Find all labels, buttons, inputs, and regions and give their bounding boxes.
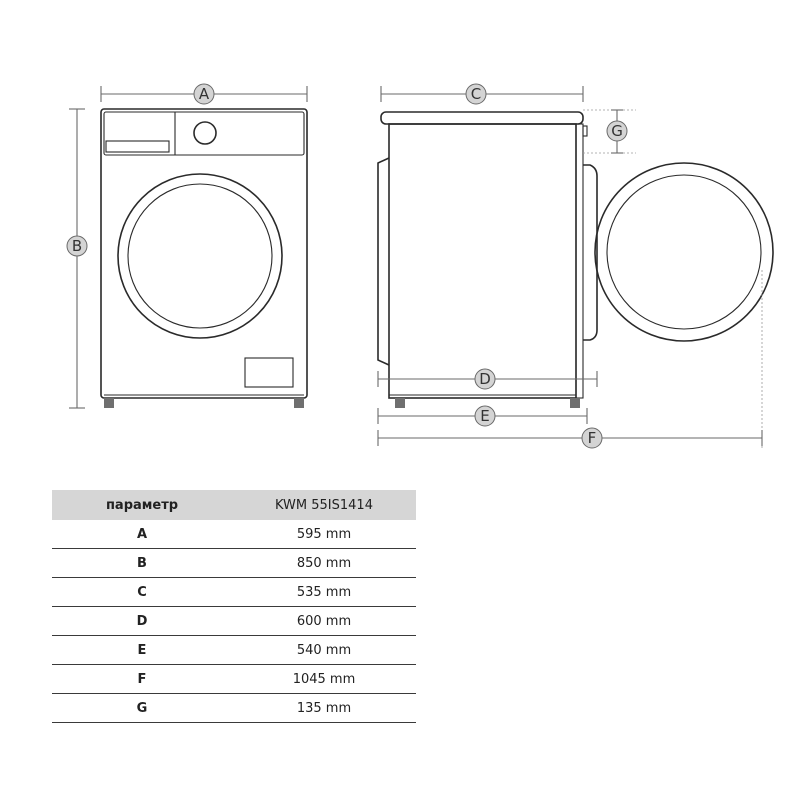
row-value: 535 mm bbox=[232, 578, 416, 607]
row-key: E bbox=[52, 636, 232, 665]
table-header-row bbox=[52, 490, 416, 520]
table-row bbox=[52, 520, 416, 549]
dimension-b bbox=[67, 109, 87, 408]
row-value: 595 mm bbox=[232, 520, 416, 549]
dimension-a bbox=[101, 84, 307, 104]
row-key: D bbox=[52, 607, 232, 636]
row-value: 540 mm bbox=[232, 636, 416, 665]
table-row bbox=[52, 665, 416, 694]
table-row bbox=[52, 607, 416, 636]
row-value: 600 mm bbox=[232, 607, 416, 636]
label-f: F bbox=[587, 429, 597, 447]
dimension-g bbox=[583, 110, 636, 153]
dimension-f bbox=[378, 270, 762, 448]
table-row bbox=[52, 578, 416, 607]
row-key: G bbox=[52, 694, 232, 723]
row-value: 850 mm bbox=[232, 549, 416, 578]
row-key: C bbox=[52, 578, 232, 607]
table-row bbox=[52, 636, 416, 665]
header-parameter: параметр bbox=[52, 490, 232, 520]
label-d: D bbox=[479, 370, 491, 388]
label-e: E bbox=[480, 407, 490, 425]
row-key: B bbox=[52, 549, 232, 578]
side-view bbox=[378, 112, 773, 408]
label-a: A bbox=[198, 85, 210, 103]
header-model: KWM 55IS1414 bbox=[232, 490, 416, 520]
row-value: 135 mm bbox=[232, 694, 416, 723]
dimension-d bbox=[378, 369, 597, 389]
table-row bbox=[52, 694, 416, 723]
dimensions-table bbox=[52, 490, 416, 723]
row-key: F bbox=[52, 665, 232, 694]
row-value: 1045 mm bbox=[232, 665, 416, 694]
dimension-c bbox=[381, 84, 583, 104]
label-c: C bbox=[470, 85, 482, 103]
label-g: G bbox=[611, 122, 623, 140]
front-view bbox=[101, 109, 307, 408]
dimension-e bbox=[378, 406, 587, 426]
table-row bbox=[52, 549, 416, 578]
row-key: A bbox=[52, 520, 232, 549]
label-b: B bbox=[71, 237, 83, 255]
